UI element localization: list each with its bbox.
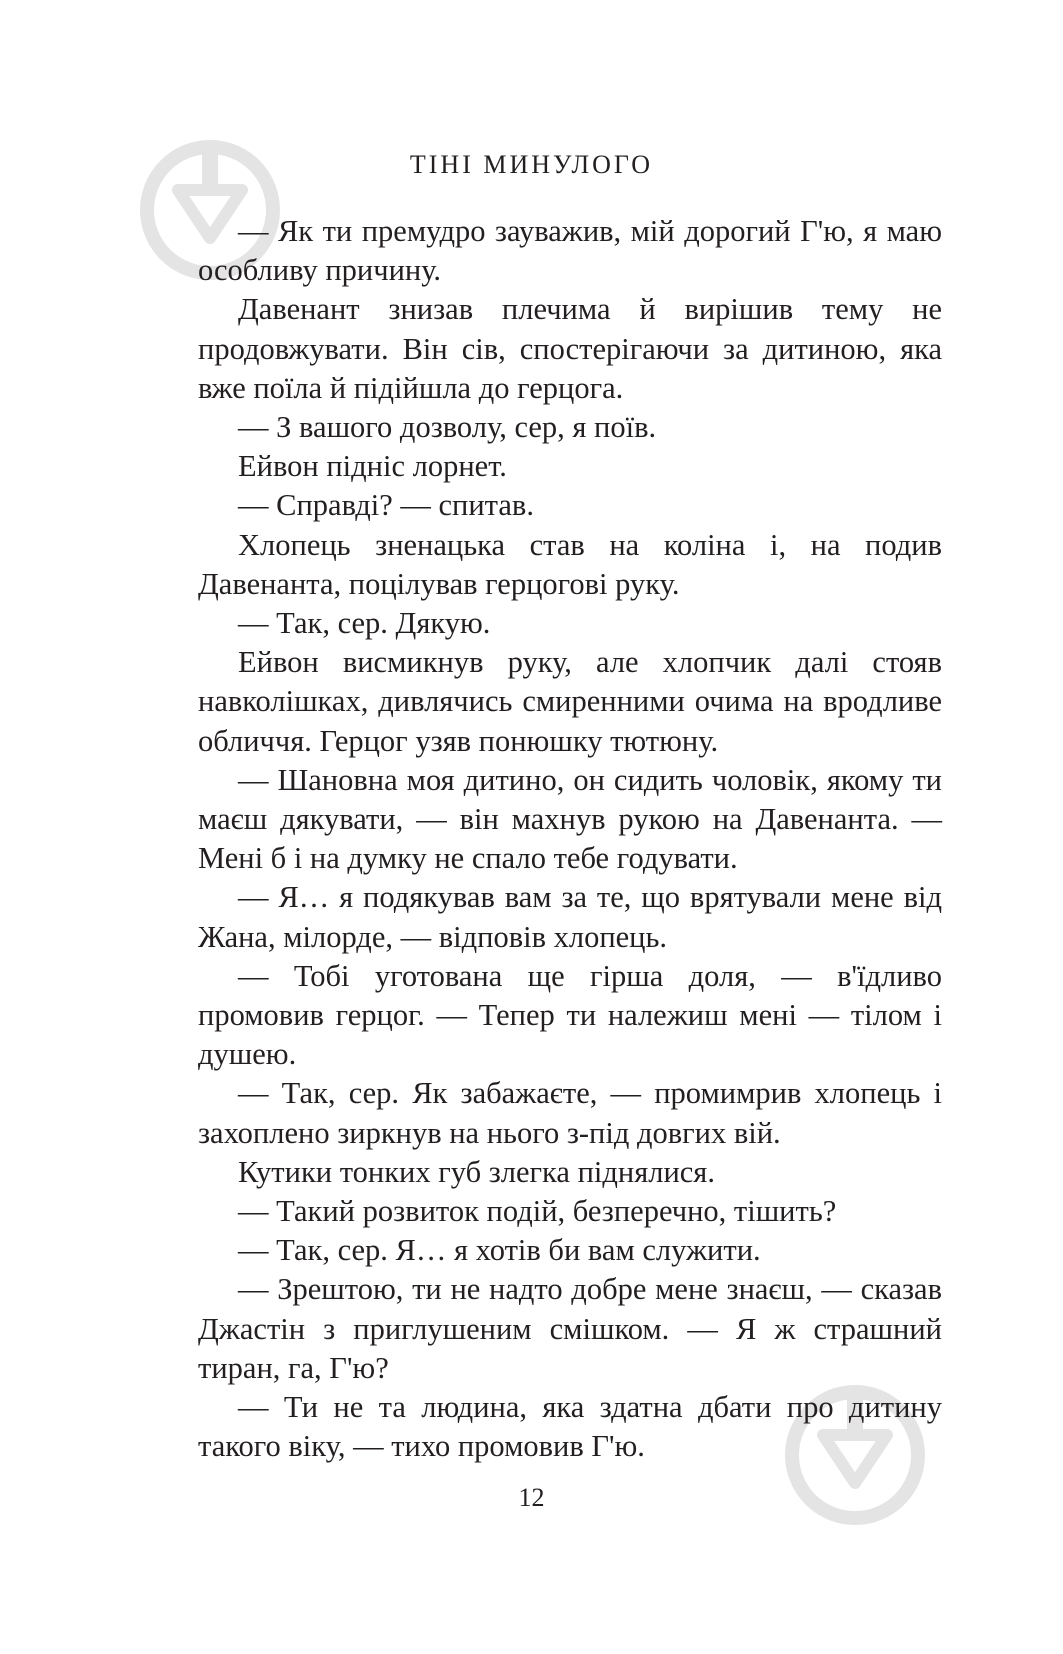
paragraph: — З вашого дозволу, сер, я поїв.	[238, 410, 657, 445]
paragraph: Давенант знизав плечима й вирішив тему не продовжувати. Він сів, спостерігаючи за дитиною, яка вже поїла й підійшла до герцога.	[198, 292, 942, 405]
paragraph: — Ти не та людина, яка здатна дбати про дитину такого віку, — тихо промовив Г'ю.	[198, 1390, 942, 1464]
paragraph: — Справді? — спитав.	[238, 488, 534, 523]
paragraph: — Так, сер. Я… я хотів би вам служити.	[238, 1233, 761, 1268]
paragraph: Ейвон висмикнув руку, але хлопчик далі стояв навколішках, дивлячись смиренними очима на вродливе обличчя. Герцог узяв понюшку тютюну.	[198, 645, 942, 758]
paragraph: — Я… я подякував вам за те, що врятували мене від Жана, мілорде, — відповів хлопець.	[198, 880, 942, 954]
paragraph: — Так, сер. Як забажаєте, — промимрив хлопець і захоплено зиркнув на нього з-під довгих вій.	[198, 1076, 942, 1150]
running-title: ТІНІ МИНУЛОГО	[409, 150, 654, 179]
paragraph: — Такий розвиток подій, безперечно, тішить?	[238, 1194, 837, 1229]
paragraph: — Зрештою, ти не надто добре мене знаєш, — сказав Джастін з приглушеним смішком. — Я ж страшний тиран, га, Г'ю?	[198, 1272, 942, 1385]
page-number: 12	[518, 1483, 545, 1512]
body-text	[198, 212, 942, 1467]
paragraph: — Тобі уготована ще гірша доля, — в'їдливо промовив герцог. — Тепер ти належиш мені — тілом і душею.	[198, 958, 942, 1072]
paragraph: — Як ти премудро зауважив, мій дорогий Г'ю, я маю особливу причину.	[198, 214, 942, 288]
paragraph: — Шановна моя дитино, он сидить чоловік, якому ти маєш дякувати, — він махнув рукою на Давенанта. — Мені б і на думку не спало тебе годувати.	[198, 762, 942, 876]
paragraph: Хлопець зненацька став на коліна і, на подив Давенанта, поцілував герцогові руку.	[198, 527, 942, 601]
paragraph: Кутики тонких губ злегка піднялися.	[238, 1154, 715, 1189]
paragraph: Ейвон підніс лорнет.	[238, 449, 507, 484]
paragraph: — Так, сер. Дякую.	[238, 606, 491, 641]
